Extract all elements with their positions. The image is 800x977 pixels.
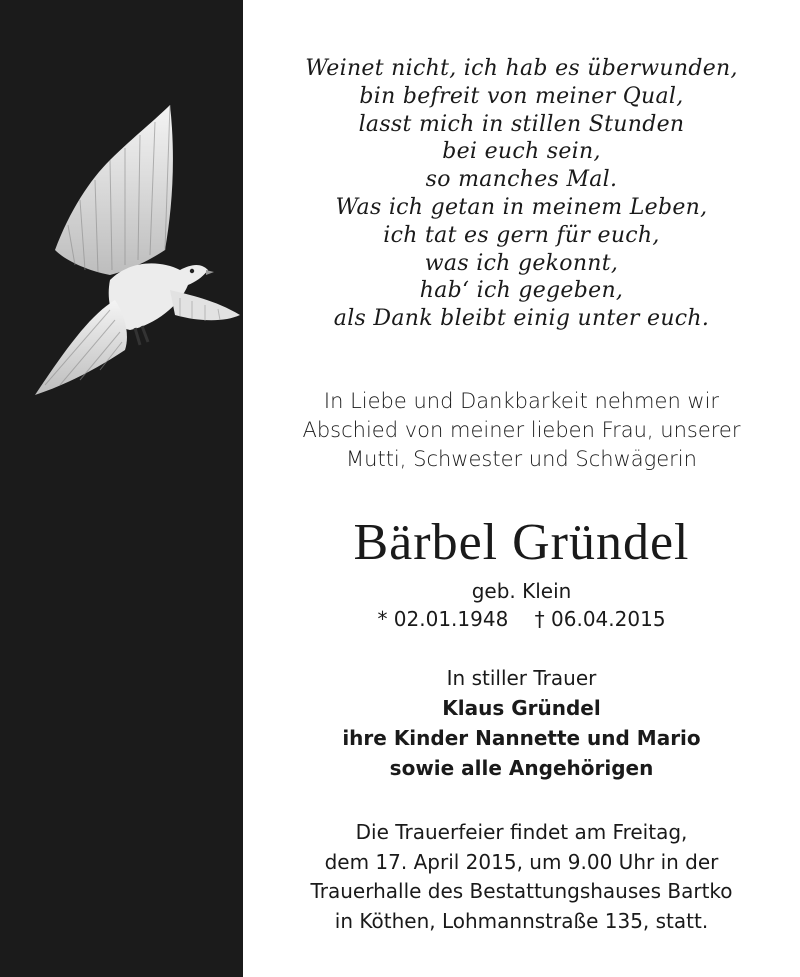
- intro-line: Mutti, Schwester und Schwägerin: [346, 447, 697, 471]
- poem-line: ich tat es gern für euch,: [383, 222, 660, 248]
- poem-line: so manches Mal.: [425, 167, 618, 193]
- service-line: in Köthen, Lohmannstraße 135, statt.: [334, 908, 709, 933]
- dove-icon: [30, 100, 245, 400]
- life-dates: [243, 605, 800, 633]
- service-line: Trauerhalle des Bestattungshauses Bartko: [310, 879, 733, 903]
- poem-line: lasst mich in stillen Stunden: [358, 111, 685, 137]
- death-date: † 06.04.2015: [534, 607, 666, 631]
- poem-line: hab‘ ich gegeben,: [419, 278, 624, 304]
- mourners-heading: In stiller Trauer: [446, 666, 597, 690]
- poem-line: Weinet nicht, ich hab es überwunden,: [305, 56, 738, 81]
- mourner-name: ihre Kinder Nannette und Mario: [342, 726, 701, 750]
- poem-line: bin befreit von meiner Qual,: [359, 83, 684, 109]
- intro-line: Abschied von meiner lieben Frau, unserer: [302, 418, 741, 442]
- obituary-content: [243, 0, 800, 977]
- service-line: dem 17. April 2015, um 9.00 Uhr in der: [324, 849, 719, 874]
- intro-line: In Liebe und Dankbarkeit nehmen wir: [323, 389, 720, 413]
- black-sidebar: [0, 0, 243, 977]
- mourner-name: sowie alle Angehörigen: [389, 756, 654, 780]
- funeral-service-info: [243, 818, 800, 936]
- intro-text: [243, 387, 800, 474]
- deceased-name: Bärbel Gründel: [353, 514, 690, 571]
- service-line: Die Trauerfeier findet am Freitag,: [355, 820, 688, 844]
- poem-line: als Dank bleibt einig unter euch.: [333, 306, 710, 332]
- poem-line: bei euch sein,: [442, 139, 601, 165]
- mourners: [243, 663, 800, 783]
- mourner-name: Klaus Gründel: [442, 696, 601, 720]
- birth-date: * 02.01.1948: [377, 607, 509, 631]
- poem: [243, 55, 800, 333]
- poem-line: Was ich getan in meinem Leben,: [335, 194, 708, 220]
- birth-name: geb. Klein: [471, 579, 572, 603]
- poem-line: was ich gekonnt,: [424, 250, 619, 276]
